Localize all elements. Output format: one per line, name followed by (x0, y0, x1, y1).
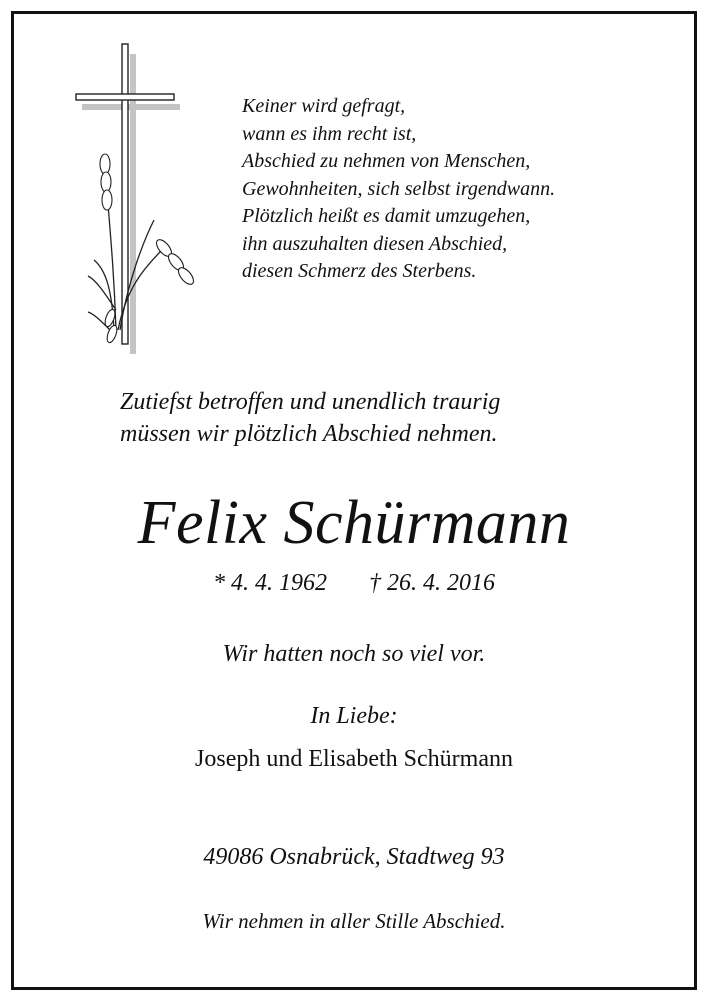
poem-line: wann es ihm recht ist, (242, 122, 417, 145)
cross-with-wheat-icon (66, 30, 196, 370)
intro-text (120, 386, 660, 450)
personal-note: Wir hatten noch so viel vor. (222, 641, 486, 667)
poem-line: Gewohnheiten, sich selbst irgendwann. (242, 177, 556, 200)
address: 49086 Osnabrück, Stadtweg 93 (203, 844, 505, 870)
intro-line: Zutiefst betroffen und unendlich traurig (120, 389, 501, 415)
poem-line: Abschied zu nehmen von Menschen, (242, 150, 531, 172)
intro-line: müssen wir plötzlich Abschied nehmen. (120, 421, 498, 447)
birth-date: * 4. 4. 1962 (213, 570, 327, 596)
poem-line: diesen Schmerz des Sterbens. (242, 260, 477, 282)
closing-line: Wir nehmen in aller Stille Abschied. (202, 909, 506, 933)
poem-line: Plötzlich heißt es damit umzugehen, (242, 205, 531, 227)
poem (242, 93, 682, 286)
poem-line: Keiner wird gefragt, (242, 95, 406, 117)
deceased-name: Felix Schürmann (137, 489, 571, 557)
mourners-label: In Liebe: (310, 703, 398, 729)
life-dates (0, 567, 708, 599)
death-date: † 26. 4. 2016 (369, 570, 495, 596)
mourners-names: Joseph und Elisabeth Schürmann (195, 746, 513, 772)
poem-line: ihn auszuhalten diesen Abschied, (242, 232, 508, 255)
